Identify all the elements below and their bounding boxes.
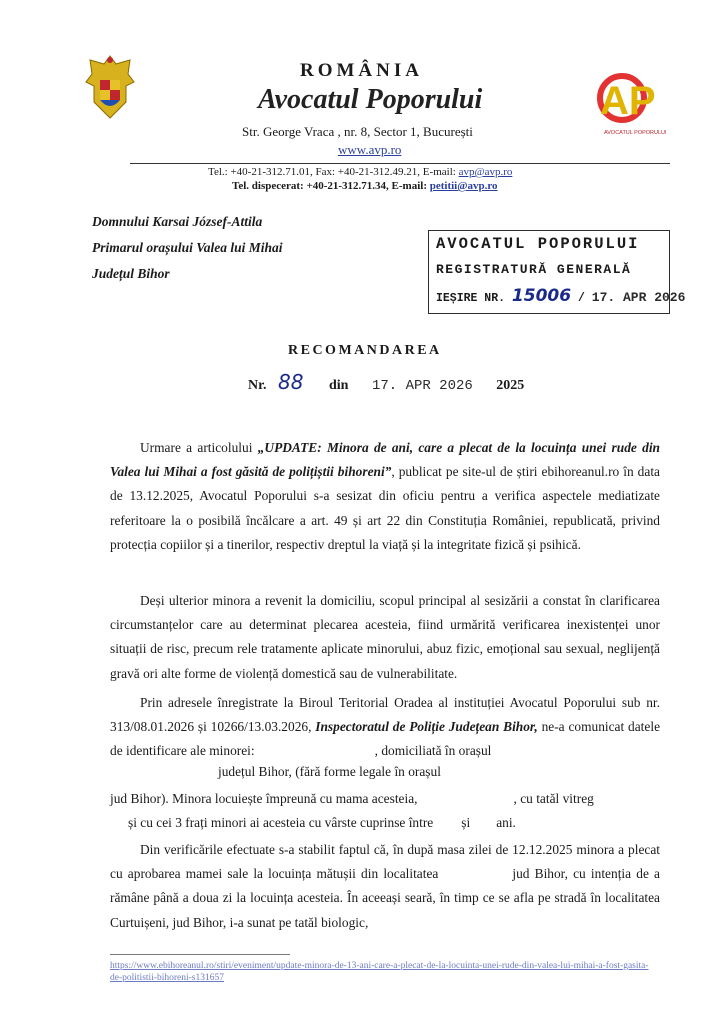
body-line-siblings: și cu cei 3 frați minori ai acesteia cu vârste cuprinse între și ani. — [128, 815, 516, 830]
handwritten-number: 88 — [278, 370, 304, 394]
avp-logo — [594, 68, 672, 138]
body-line-county: județul Bihor, (fără forme legale în orașul — [218, 764, 441, 779]
body-paragraph-1: Urmare a articolului „UPDATE: Minora de ani, care a plecat de la locuința unei rude din Valea lui Mihai a fost găsită de polițiștii bihoreni”, publicat pe site-ul de știri ebihoreanul.ro în data de 13.12.2025, Avocatul Poporului s-a sesizat din oficiu pentru a verifica aspectele mediatizate referitoare la o posibilă încălcare a art. 49 și art 22 din Constituția României, republicată, privind protecția copiilor și a tinerilor, respectiv dreptul la viață și la integritate fizică și psihică. — [110, 440, 660, 552]
logo-letters: AP — [600, 79, 656, 123]
article-title: „UPDATE: Minora de ani, care a plecat de la locuința unei rude din Valea lui Mihai a fost găsită de polițiștii bihoreni” — [110, 440, 660, 480]
footnote-divider — [110, 954, 290, 955]
stamp-exit-number: IEȘIRE NR. 15006 / 17. APR 2026 — [436, 286, 686, 306]
footnote-link[interactable]: https://www.ebihoreanul.ro/stiri/eveniment/update-minora-de-13-ani-care-a-plecat-de-la-locuinta-unei-rude-din-valea-lui-mihai-a-fost-gasita-de-politistii-bihoreni-s131657 — [110, 961, 649, 983]
logo-caption: AVOCATUL POPORULUI — [604, 130, 667, 136]
petitions-email-link[interactable]: petitii@avp.ro — [429, 180, 498, 192]
contact-line-1: Tel.: +40-21-312.71.01, Fax: +40-21-312.49.21, E-mail: avp@avp.ro — [208, 166, 513, 178]
document-title: RECOMANDAREA — [288, 343, 442, 358]
recipient-title: Primarul orașului Valea lui Mihai — [92, 240, 283, 255]
stamp-date: 17. APR 2026 — [591, 290, 686, 305]
header-divider — [130, 163, 670, 164]
institution-name: Avocatul Poporului — [258, 84, 483, 115]
body-paragraph-2: Deși ulterior minora a revenit la domiciliu, scopul principal al sesizării a constat în clarificarea circumstanțelor care au determinat plecarea acesteia, fiind urmărită verificarea inexistenței unor situații de risc, precum rele tratamente aplicate minorului, abuz fizic, emoțional sau sexual, neglijență gravă ori alte forme de violență domestică sau de vulnerabilitate. — [110, 593, 660, 681]
document-number-line: Nr. 88 din 17. APR 2026 2025 — [248, 370, 525, 394]
body-paragraph-4: Din verificările efectuate s-a stabilit faptul că, în după masa zilei de 12.12.2025 minora a plecat cu aprobarea mamei sale la locuința mătușii din localitatea jud Bihor, cu intenția de a rămâne până a doua zi la locuința acesteia. În aceeași seară, în timp ce se afla pe stradă în localitatea Curtuișeni, jud Bihor, i-a sunat pe tatăl biologic, — [110, 842, 660, 930]
contact-line-2: Tel. dispecerat: +40-21-312.71.34, E-mail: petitii@avp.ro — [232, 180, 498, 192]
recipient-county: Județul Bihor — [92, 266, 170, 281]
date-stamp: 17. APR 2026 — [371, 378, 473, 394]
email-link[interactable]: avp@avp.ro — [458, 166, 513, 178]
recipient-name: Domnului Karsai József-Attila — [92, 214, 263, 229]
body-paragraph-3: Prin adresele înregistrate la Biroul Teritorial Oradea al instituției Avocatul Poporului sub nr. 313/08.01.2026 și 10266/13.03.2026, Inspectoratul de Poliție Județean Bihor, ne-a comunicat datele de identificare ale minorei: , domiciliată în orașul — [110, 695, 661, 759]
website-link[interactable]: www.avp.ro — [338, 142, 402, 157]
police-inspectorate: Inspectoratul de Poliție Județean Bihor, — [315, 719, 538, 735]
stamp-registry: REGISTRATURĂ GENERALĂ — [436, 262, 632, 277]
stamp-institution: AVOCATUL POPORULUI — [436, 235, 640, 253]
body-line-residence: jud Bihor). Minora locuiește împreună cu mama acesteia, , cu tatăl vitreg — [110, 791, 594, 806]
romanian-coat-of-arms-icon — [80, 52, 140, 124]
stamp-handwritten-number: 15006 — [511, 286, 572, 306]
institution-address: Str. George Vraca , nr. 8, Sector 1, București — [242, 124, 473, 139]
country-name: ROMÂNIA — [300, 60, 423, 81]
